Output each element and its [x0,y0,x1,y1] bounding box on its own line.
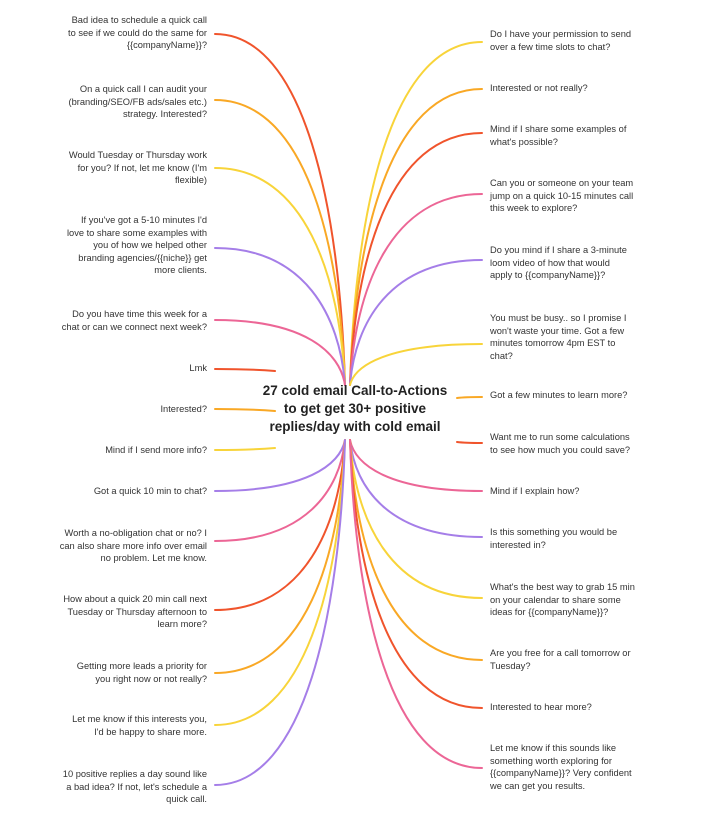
left-branch-item-line: I'd be happy to share more. [94,726,207,737]
right-branch-item [490,431,630,456]
left-branch-item [63,768,207,806]
left-branch-item [94,485,207,498]
left-branch-item-line: for you? If not, let me know (I'm [77,162,207,173]
right-branch-item [490,742,632,792]
right-branch-item [490,526,617,551]
right-branch-item-line: You must be busy.. so I promise I [490,313,627,323]
left-branch-item-line: 10 positive replies a day sound like [62,769,207,779]
left-branch-item-line: quick call. [166,794,207,805]
branch-line-left-13 [215,440,345,785]
left-branch-item [160,403,207,416]
left-branch-item [72,713,207,738]
branch-line-right-9 [350,440,482,537]
branch-line-right-13 [350,440,482,768]
right-branch-item-line: apply to {{companyName}}? [490,270,606,281]
left-branch-item [60,527,207,565]
left-branch-item [69,149,207,187]
left-branch-item-line: can also share more info over email [59,540,207,551]
left-branch-item-line: learn more? [157,619,207,630]
left-branch-item-line: Let me know if this interests you, [72,714,207,724]
left-branch-item [63,593,207,631]
branch-line-right-2 [350,133,482,385]
branch-line-right-10 [350,440,482,598]
left-branch-item [77,660,207,685]
left-branch-item-line: If you've got a 5-10 minutes I'd [80,215,207,225]
right-branch-item [490,581,635,619]
left-branch-item-line: Bad idea to schedule a quick call [71,15,207,25]
central-topic-line: replies/day with cold email [269,419,441,434]
left-branch-item-line: Would Tuesday or Thursday work [68,150,207,160]
right-branch-item-line: Interested or not really? [490,83,588,93]
left-branch-item-line: Lmk [189,363,207,373]
branch-line-left-10 [215,440,345,610]
right-branch-item [490,312,626,362]
left-branch-item [62,308,207,333]
right-branch-item-line: minutes tomorrow 4pm EST to [490,338,616,349]
left-branch-item-line: {{companyName}}? [126,40,207,51]
right-branch-item-line: Do I have your permission to send [490,29,632,39]
left-branch-item-line: (branding/SEO/FB ads/sales etc.) [68,96,207,107]
right-branch-item-line: Mind if I explain how? [490,486,580,496]
right-branch-item-line: this week to explore? [490,203,578,214]
right-branch-item-line: Do you mind if I share a 3-minute [490,245,627,255]
central-topic-line: 27 cold email Call-to-Actions [262,383,448,398]
left-branch-item-line: to see if we could do the same for [67,27,207,38]
branch-line-right-5 [350,344,482,385]
branch-line-left-11 [215,440,345,673]
right-branch-item-line: loom video of how that would [490,257,610,268]
right-branch-item-line: {{companyName}}? Very confident [490,768,632,779]
branch-line-right-4 [350,260,482,385]
left-branch-item-line: Getting more leads a priority for [76,661,207,671]
right-branch-item-line: Let me know if this sounds like [490,743,617,753]
right-branch-item-line: chat? [490,350,513,361]
right-branch-item [490,701,592,714]
right-branch-item-line: won't waste your time. Got a few [490,325,625,336]
branch-line-right-1 [350,89,482,385]
branch-line-left-5 [215,369,275,371]
left-branch-item-line: chat or can we connect next week? [61,321,207,332]
right-branch-item-line: interested in? [490,539,546,550]
left-branch-item-line: How about a quick 20 min call next [63,594,207,604]
right-branch-item-line: we can get you results. [490,780,586,791]
right-branch-item-line: Got a few minutes to learn more? [490,390,628,400]
left-branch-item [69,83,207,121]
right-branch-item-line: to see how much you could save? [490,444,631,455]
left-branch-item-line: Do you have time this week for a [72,309,207,319]
left-branch-item-line: you right now or not really? [95,673,207,684]
left-branch-item-line: more clients. [154,265,207,276]
left-branch-item [67,214,207,277]
right-branch-item-line: something worth exploring for [490,755,612,766]
right-branch-item [490,485,579,498]
central-topic [237,382,473,436]
right-branch-item [490,28,631,53]
right-branch-item [490,123,626,148]
left-branch-item-line: On a quick call I can audit your [79,84,207,94]
branch-line-left-12 [215,440,345,725]
right-branch-item-line: Can you or someone on your team [490,178,634,188]
right-branch-item-line: ideas for {{companyName}}? [490,607,609,618]
branch-line-left-7 [215,448,275,450]
right-branch-item [490,177,633,215]
right-branch-item-line: Tuesday? [490,660,531,671]
left-branch-item-line: a bad idea? If not, let's schedule a [66,781,207,792]
branch-line-right-12 [350,440,482,708]
left-branch-item-line: Mind if I send more info? [105,445,207,455]
right-branch-item-line: Want me to run some calculations [490,432,630,442]
right-branch-item-line: Mind if I share some examples of [490,124,627,134]
left-branch-item-line: Got a quick 10 min to chat? [93,486,207,496]
right-branch-item [490,647,631,672]
left-branch-item [189,362,207,375]
branch-line-right-7 [457,442,482,443]
left-branch-item-line: branding agencies/{{niche}} get [78,252,207,263]
branch-line-left-0 [215,34,345,385]
left-branch-item-line: Worth a no-obligation chat or no? I [64,528,207,538]
right-branch-item [490,389,627,402]
left-branch-item-line: Tuesday or Thursday afternoon to [67,606,207,617]
left-branch-item-line: no problem. Let me know. [100,553,207,564]
right-branch-item [490,82,588,95]
branch-line-right-11 [350,440,482,660]
right-branch-item-line: jump on a quick 10-15 minutes call [490,190,634,201]
right-branch-item-line: what's possible? [490,136,558,147]
branch-line-left-8 [215,440,345,491]
right-branch-item-line: on your calendar to share some [490,594,621,605]
left-branch-item-line: flexible) [174,175,207,186]
branch-line-right-0 [350,42,482,385]
right-branch-item-line: Are you free for a call tomorrow or [490,648,631,658]
left-branch-item-line: love to share some examples with [66,227,207,238]
left-branch-item [105,444,207,457]
right-branch-item [490,244,627,282]
left-branch-item-line: Interested? [160,404,207,414]
left-branch-item [68,14,207,52]
branch-line-left-1 [215,100,345,385]
left-branch-item-line: strategy. Interested? [122,109,207,120]
right-branch-item-line: What's the best way to grab 15 min [490,582,635,592]
branch-line-right-8 [350,440,482,491]
branch-line-left-4 [215,320,345,385]
left-branch-item-line: you of how we helped other [93,240,207,251]
central-topic-line: to get get 30+ positive [283,401,427,416]
right-branch-item-line: Interested to hear more? [490,702,592,712]
right-branch-item-line: Is this something you would be [490,527,618,537]
right-branch-item-line: over a few time slots to chat? [490,41,611,52]
